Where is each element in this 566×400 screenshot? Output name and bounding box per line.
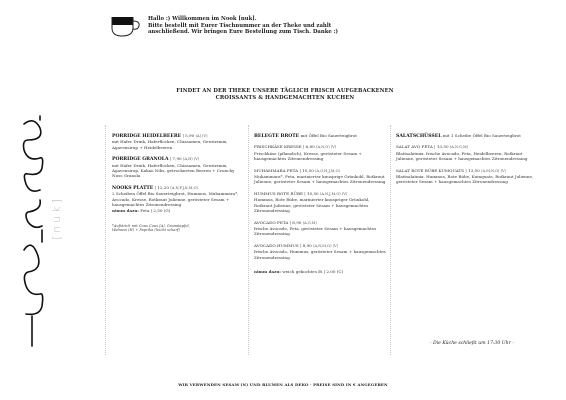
- item-allergens: (A,N,O) (V): [316, 145, 337, 150]
- item-title: MUHAMMARA FETA: [254, 167, 299, 173]
- greeting-line: Bitte bestellt mit Eurer Tischnummer an der Theke und zahlt: [148, 22, 332, 29]
- item-title: AVOCADO FETA: [254, 219, 289, 225]
- item-price: | 13,50: [464, 167, 480, 173]
- footnote: *Aufstrich mit Cous Cous (A), Granatapfel,: [112, 223, 190, 228]
- item-description: frische Avocado, Hummus, gerösteter Sesam + hausgemachtes Zitronendressing: [254, 249, 386, 260]
- menu-item: [112, 133, 244, 150]
- item-description: mit Hafer Drink, Haferflocken, Chiasamen, Gewürzmix, Agavensirup + Heidelbeeren: [112, 139, 228, 150]
- menu-column-breakfast: [112, 133, 244, 233]
- item-price: | 12,20: [153, 185, 169, 191]
- footnote: Walnuss (H) + Paprika (leicht scharf): [112, 228, 180, 233]
- item-description: Blattsalatmix, frische Avocado, Feta, Heidelbeeren, Rotkraut Julienne, gerösteter Sesam + hausgemachtes Zitronendressing: [396, 150, 528, 161]
- item-price: | 6,80: [301, 144, 315, 150]
- item-allergens: (A,N,G,M): [449, 145, 469, 150]
- item-price: | 7,90: [168, 156, 182, 162]
- add-on-label: nimm dazu:: [254, 269, 281, 275]
- menu-column-sandwiches: [254, 133, 386, 274]
- add-on-text: Feta | 2,50 (G): [138, 208, 171, 214]
- item-price: | 13,50: [432, 144, 449, 150]
- item-title: SALAT AVO FETA: [396, 144, 433, 150]
- menu-item: [254, 220, 386, 237]
- brand-nuk-label: [nuk]: [50, 196, 63, 240]
- item-allergens: (A,M,N,O) (V): [481, 168, 506, 173]
- section-title: SALATSCHÜSSEL: [396, 134, 442, 139]
- menu-item: [254, 191, 386, 213]
- greeting-line: Hallo :) Willkommen im Nook [nuk].: [148, 16, 257, 22]
- menu-column-salads: [396, 133, 536, 191]
- nook-signature-logo: [18, 110, 48, 350]
- headline-line-2: CROISSANTS & HANDGEMACHTEN KUCHEN: [215, 95, 355, 102]
- headline-line-1: FINDET AN DER THEKE UNSERE TÄGLICH FRISCH AUFGEBACKENEN: [176, 88, 394, 94]
- add-on-label: nimm dazu:: [112, 208, 139, 214]
- item-title: HUMMUS ROTE RÜBE: [254, 191, 303, 197]
- item-title: PORRIDGE HEIDELBEERE: [112, 134, 182, 139]
- item-title: FRISCHKÄSE KRESSE: [254, 144, 302, 150]
- item-price: | 5,90: [181, 133, 195, 138]
- item-title: SALAT ROTE RÜBE KUMQUATS: [396, 167, 465, 173]
- item-allergens: (A,G,H,J,M,O): [315, 168, 340, 173]
- item-description: Frischkäse (pflanzlich), Kresse, gerösteter Sesam + hausgemachtes Zitronendressing: [254, 150, 362, 161]
- section-description: mit 1 Scheibe Öffel Bio Sauerteigbrot: [441, 133, 521, 138]
- column-divider: [105, 125, 106, 355]
- item-description: frische Avocado, Feta, gerösteter Sesam + hausgemachtes Zitronendressing: [254, 226, 377, 237]
- coffee-cup-icon: [110, 14, 142, 40]
- item-allergens: (A,N,F,J,K,M,O): [170, 186, 198, 191]
- item-description: 2 Scheiben Öffel Bio Sauerteigbrot, Hummus, Muhammara*, Avocado, Kresse, Rotkraut Julienne, gerösteter Sesam + hausgemachtes Zitronendressing: [112, 191, 239, 207]
- item-title: AVOCADO HUMMUS: [254, 243, 299, 249]
- menu-item: [396, 144, 536, 161]
- footer-note: WIR VERWENDEN SESAM (N) UND BLUMEN ALS DEKO · PREISE SIND IN € ANGEGEBEN: [178, 382, 388, 387]
- item-description: Hummus, Rote Rübe, marinierter knuspriger Grünkohl, Rotkraut Julienne, gerösteter Sesam + hausgemachtes Zitronendressing: [254, 197, 370, 213]
- item-price: | 8,90: [298, 243, 312, 249]
- greeting-line: anschließend. Wir bringen Eure Bestellung zum Tisch. Danke :): [148, 29, 339, 36]
- item-allergens: (A,N,J,M,O) (V): [319, 192, 348, 197]
- item-allergens: (A,H) (V): [182, 157, 200, 162]
- section-header: [396, 133, 536, 139]
- menu-item: [112, 156, 244, 178]
- item-description: Muhammara*, Feta, marinierter knusprige Grünkohl, Rotkraut Julienne, gerösteter Sesam + hausgemachtes Zitronendressing: [254, 173, 386, 185]
- column-divider: [248, 125, 249, 355]
- add-on-text: weich gekochtes Ei | 2,00 (C): [280, 269, 344, 275]
- item-price: | 10,50: [302, 191, 319, 197]
- menu-item: [396, 168, 536, 185]
- item-allergens: (A,G,M): [302, 220, 317, 225]
- column-divider: [390, 125, 391, 355]
- menu-item: [254, 243, 386, 260]
- item-title: PORRIDGE GRANOLA: [112, 157, 169, 163]
- headline: [150, 88, 420, 102]
- item-allergens: (A,N,M,O) (V): [313, 244, 339, 249]
- add-on: [254, 269, 386, 274]
- menu-item: [254, 168, 386, 185]
- menu-item: [254, 144, 386, 161]
- item-title: NOOKS PLATTE: [112, 186, 154, 192]
- item-allergens: (A) (V): [195, 134, 208, 138]
- section-header: [254, 133, 386, 139]
- item-price: | 10,50: [298, 167, 314, 173]
- kitchen-closing-note: - Die Küche schließt um 17:30 Uhr -: [430, 341, 514, 346]
- item-price: | 8,90: [288, 219, 302, 225]
- greeting-text: [148, 16, 388, 36]
- item-description: mit Hafer Drink, Haferflocken, Chiasamen, Gewürzmix, Agavensirup, Kakao Nibs, getrockneten Beeren + Crunchy Nuss Granola: [112, 162, 235, 179]
- section-description: mit Öffel Bio Sauerteigbrot: [299, 133, 357, 138]
- menu-item: [112, 185, 244, 207]
- section-title: BELEGTE BROTE: [254, 134, 300, 139]
- item-description: Blattsalatmix, Hummus, Rote Rübe, Kumquats, Rotkraut Julienne, gerösteter Sesam + hausgemachtes Zitronendressing: [396, 173, 534, 185]
- add-on: [112, 208, 244, 213]
